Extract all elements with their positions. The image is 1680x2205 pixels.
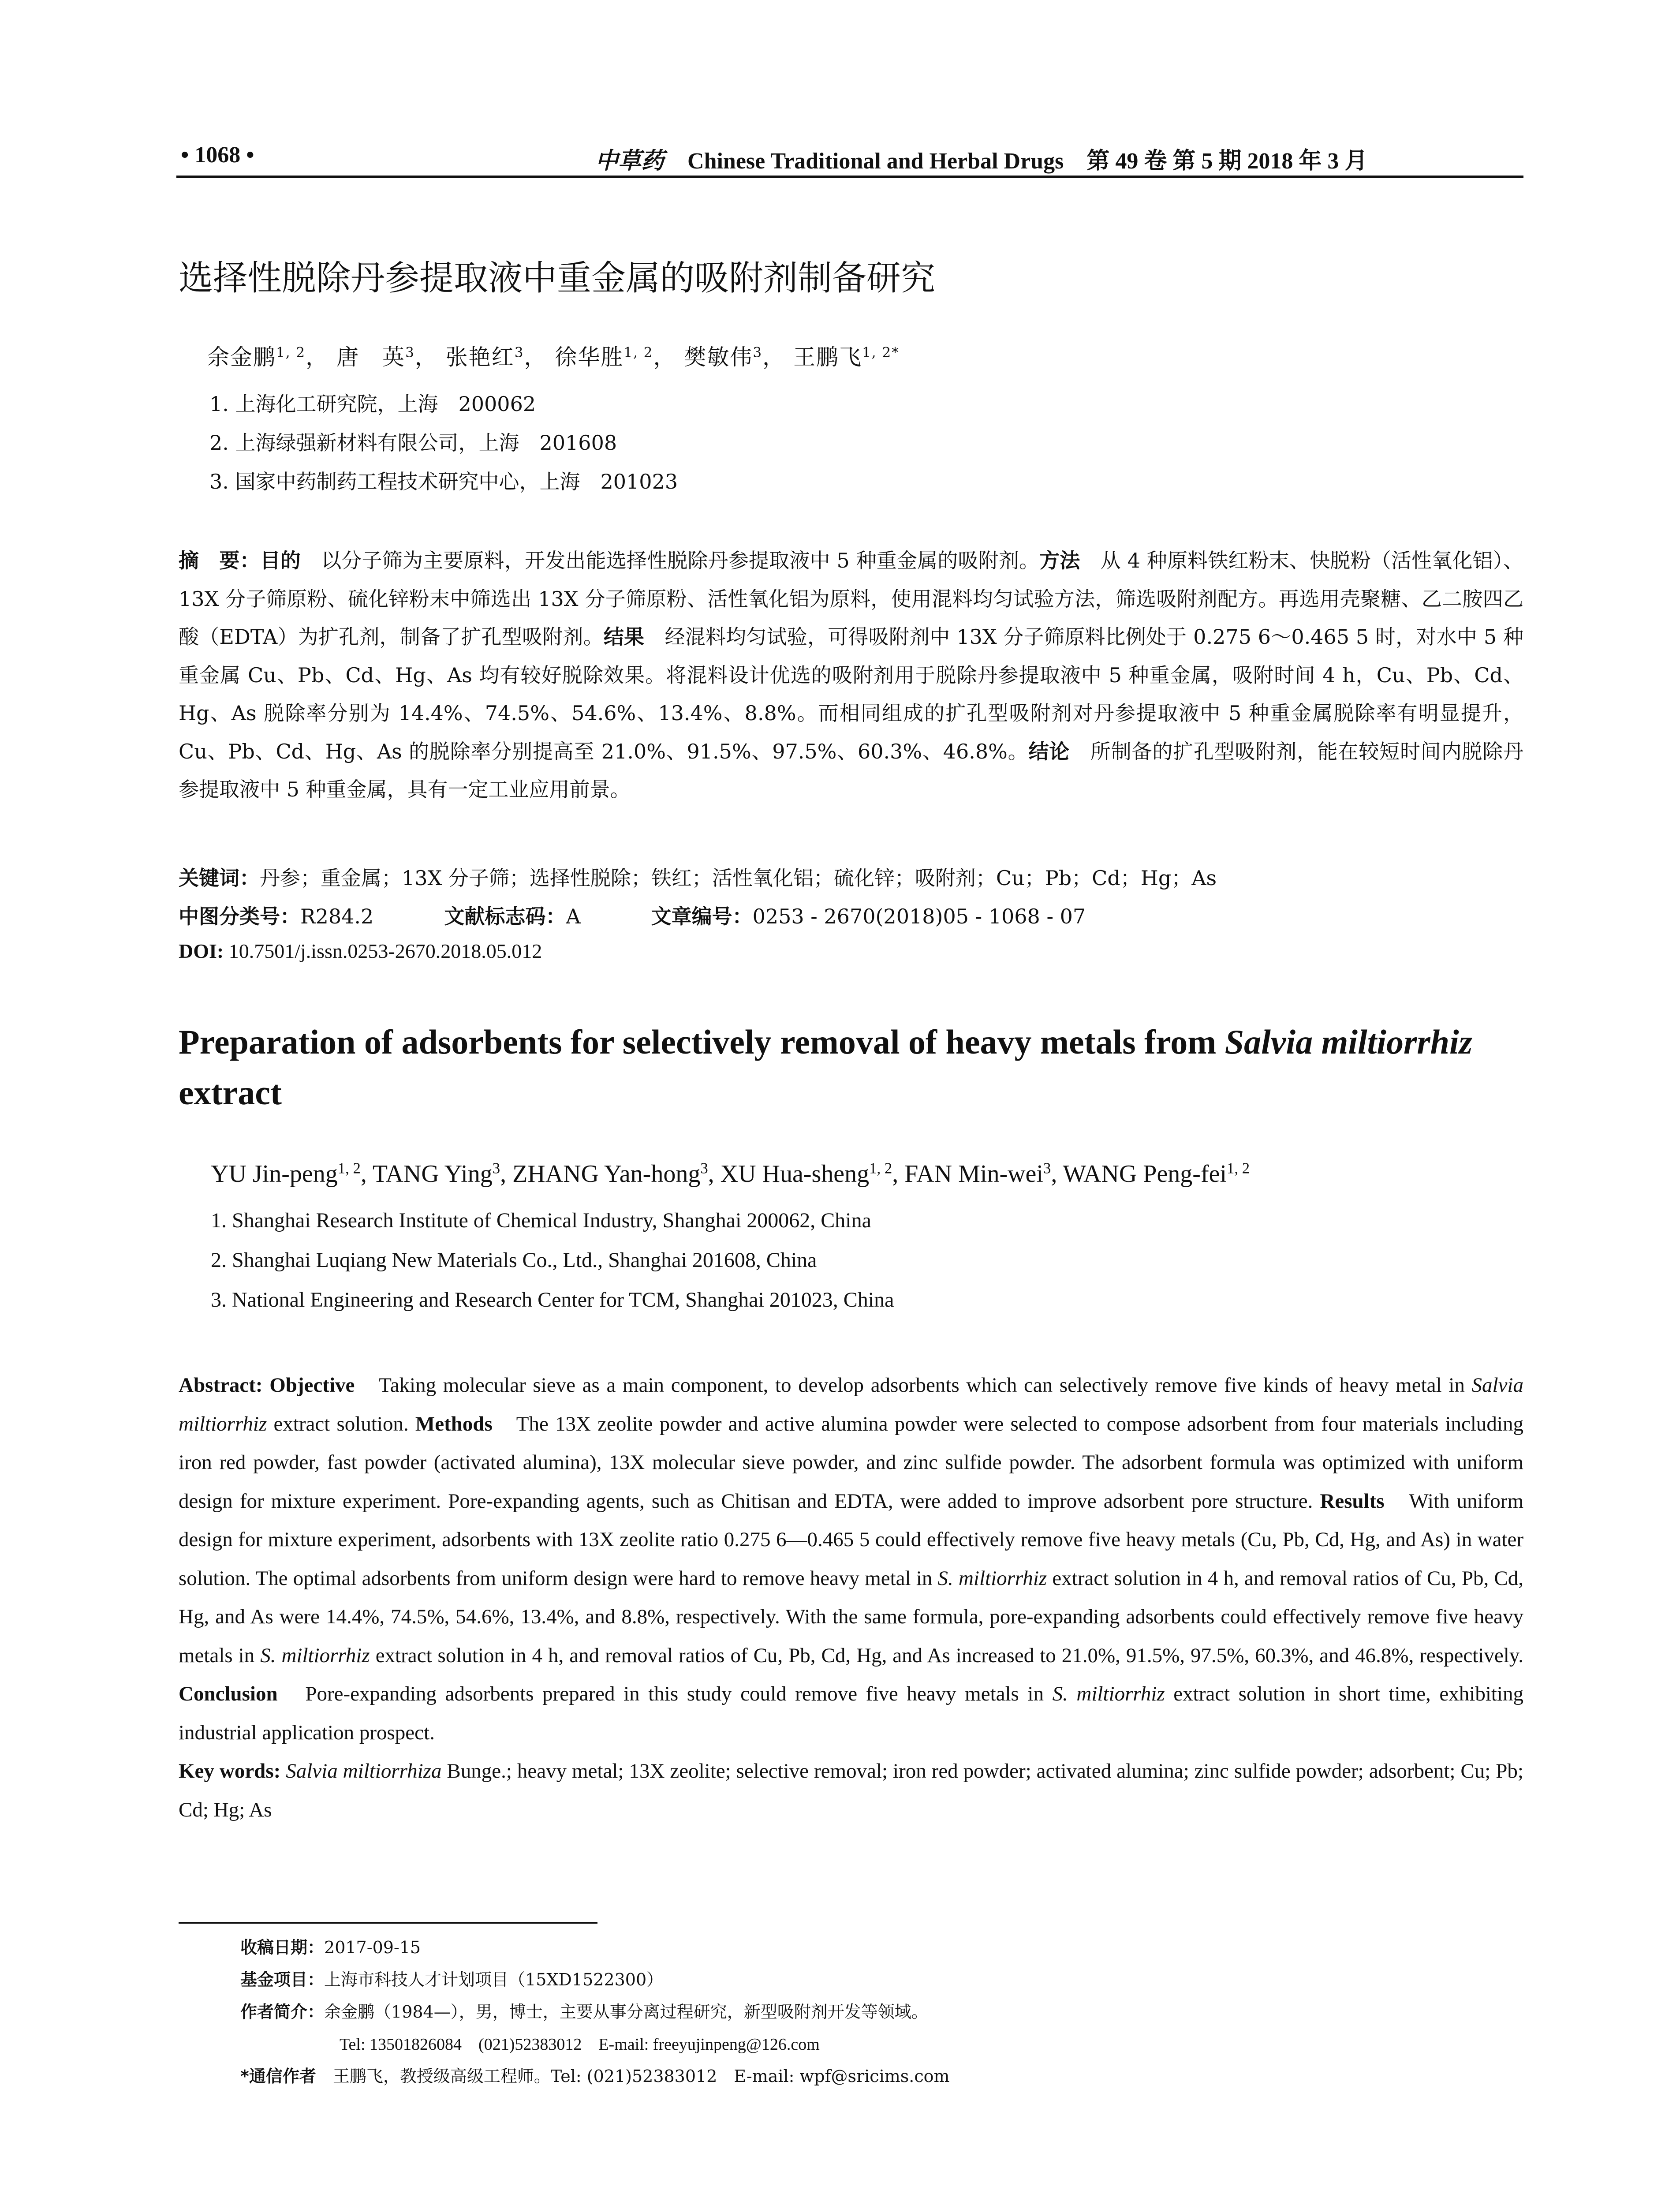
corresponding-text: 王鹏飞，教授级高级工程师。Tel: (021)52383012 E-mail: wpf@sricims.com — [316, 2067, 950, 2086]
en-affiliation-2: 2. Shanghai Luqiang New Materials Co., Ltd., Shanghai 201608, China — [211, 1248, 817, 1272]
en-affiliation-3: 3. National Engineering and Research Center for TCM, Shanghai 201023, China — [211, 1288, 894, 1312]
cn-author-sup: 1, 2 — [623, 344, 653, 361]
en-conclusion-end: extract solution in short time, exhibiting industrial application prospect. — [179, 1682, 1523, 1744]
author-bio: 余金鹏（1984—），男，博士，主要从事分离过程研究，新型吸附剂开发等领域。 — [324, 2002, 928, 2022]
en-objective: Taking molecular sieve as a main component, to develop adsorbents which can selectively remove five kinds of heavy metal in — [355, 1374, 1472, 1397]
en-species-italic: S. miltiorrhiz — [1052, 1682, 1165, 1705]
en-author-sup: 1, 2 — [1227, 1159, 1250, 1177]
en-methods: The 13X zeolite powder and active alumina powder were selected to compose adsorbent from four materials including iron red powder, fast powder (activated alumina), 13X molecular sieve powder, and zinc sulfide powder. The adsorbent formula was optimized with uniform design for mixture experiment. Pore-expanding agents, such as Chitisan and EDTA, were added to improve adsorbent pore structure. — [179, 1412, 1523, 1513]
footnote-rule — [179, 1922, 597, 1924]
en-conclusion: Pore-expanding adsorbents prepared in this study could remove five heavy metals in — [277, 1682, 1053, 1705]
en-author: YU Jin-peng — [211, 1160, 338, 1188]
cn-abstract-label: 摘 要： — [179, 549, 260, 572]
footnote-received — [240, 1934, 421, 1958]
cn-author: 徐华胜 — [555, 344, 624, 370]
footnote-fund — [240, 1966, 663, 1990]
en-results-mid: extract solution in 4 h, and removal ratios of Cu, Pb, Cd, Hg, and As were 14.4%, 74.5%, 54.6%, 13.4%, and 8.8%, respectively. With the same formula, pore-expanding adsorbents could effectively remove five heavy metals in — [179, 1566, 1523, 1667]
en-affiliation-1: 1. Shanghai Research Institute of Chemical Industry, Shanghai 200062, China — [211, 1209, 871, 1232]
clc-label: 中图分类号： — [179, 904, 300, 928]
en-title — [179, 1017, 1528, 1118]
en-conclusion-label: Conclusion — [179, 1682, 278, 1705]
en-species-italic: S. miltiorrhiz — [937, 1566, 1047, 1590]
en-keywords: Bunge.; heavy metal; 13X zeolite; selective removal; iron red powder; activated alumina; zinc sulfide powder; adsorbent; Cu; Pb; Cd; Hg; As — [179, 1760, 1523, 1821]
cn-affiliation-1: 1. 上海化工研究院，上海 200062 — [209, 392, 536, 416]
clc-code: R284.2 — [300, 904, 374, 928]
cn-author-sup: 1, 2 — [276, 344, 306, 361]
en-author: TANG Ying — [372, 1160, 493, 1188]
doi-value: 10.7501/j.issn.0253-2670.2018.05.012 — [224, 940, 542, 962]
fund-text: 上海市科技人才计划项目（15XD1522300） — [324, 1970, 664, 1989]
footnote-author-contact: Tel: 13501826084 (021)52383012 E-mail: freeyujinpeng@126.com — [340, 2035, 820, 2054]
doc-code: A — [566, 904, 581, 928]
en-results-end: extract solution in 4 h, and removal ratios of Cu, Pb, Cd, Hg, and As increased to 21.0%, 91.5%, 97.5%, 60.3%, and 46.8%, respectively. — [370, 1644, 1524, 1667]
en-title-part2: extract — [179, 1073, 282, 1112]
en-title-part1: Preparation of adsorbents for selectively removal of heavy metals from — [179, 1023, 1225, 1061]
en-objective-end: extract solution. — [267, 1412, 415, 1435]
en-species-italic: S. miltiorrhiz — [260, 1644, 370, 1667]
article-no-label: 文章编号： — [651, 904, 753, 928]
cn-conclusion-label: 结论 — [1028, 739, 1070, 763]
cn-keywords: 丹参；重金属；13X 分子筛；选择性脱除；铁红；活性氧化铝；硫化锌；吸附剂；Cu；Pb；Cd；Hg；As — [260, 866, 1217, 890]
cn-keywords-label: 关键词： — [179, 866, 260, 890]
cn-classification-line — [179, 901, 1086, 930]
journal-line — [595, 142, 1367, 175]
en-results: With uniform design for mixture experiment, adsorbents with 13X zeolite ratio 0.275 6—0.465 5 could effectively remove five heavy metals (Cu, Pb, Cd, Hg, and As) in water solution. The optimal adsorbents from uniform design were hard to remove heavy metal in — [179, 1489, 1524, 1590]
cn-author-sup: 3 — [753, 344, 763, 361]
en-author: WANG Peng-fei — [1063, 1160, 1227, 1188]
en-author-sup: 1, 2 — [869, 1159, 892, 1177]
cn-objective: 以分子筛为主要原料，开发出能选择性脱除丹参提取液中 5 种重金属的吸附剂。 — [301, 549, 1040, 572]
en-author: XU Hua-sheng — [720, 1160, 870, 1188]
cn-author-sup: 3 — [514, 344, 524, 361]
en-author: ZHANG Yan-hong — [512, 1160, 701, 1188]
received-label: 收稿日期： — [240, 1938, 325, 1957]
cn-abstract — [179, 542, 1523, 809]
en-author-sup: 3 — [1043, 1159, 1051, 1177]
en-results-label: Results — [1320, 1489, 1385, 1513]
cn-results-label: 结果 — [603, 625, 645, 649]
cn-keywords-line — [179, 862, 1217, 891]
corresponding-label: *通信作者 — [240, 2067, 316, 2086]
en-author-sup: 3 — [700, 1159, 708, 1177]
cn-title: 选择性脱除丹参提取液中重金属的吸附剂制备研究 — [179, 258, 936, 298]
cn-author: 王鹏飞 — [793, 344, 862, 370]
en-keywords-species: Salvia miltiorrhiza — [280, 1760, 442, 1783]
cn-methods: 从 4 种原料铁红粉末、快脱粉（活性氧化铝）、13X 分子筛原粉、硫化锌粉末中筛选出 13X 分子筛原粉、活性氧化铝为原料，使用混料均匀试验方法，筛选吸附剂配方。再选用壳聚糖、乙二胺四乙酸（EDTA）为扩孔剂，制备了扩孔型吸附剂。 — [179, 549, 1524, 649]
cn-affiliation-3: 3. 国家中药制药工程技术研究中心，上海 201023 — [209, 470, 678, 493]
en-title-species: Salvia miltiorrhiz — [1225, 1023, 1473, 1061]
en-keywords-label: Key words: — [179, 1760, 281, 1783]
running-header — [176, 140, 1523, 176]
cn-author: 余金鹏 — [207, 344, 276, 370]
journal-cn-logo: 中草药 — [595, 147, 665, 174]
cn-objective-label: 目的 — [260, 549, 301, 572]
page-number: • 1068 • — [181, 142, 254, 168]
cn-methods-label: 方法 — [1039, 549, 1080, 572]
en-author: FAN Min-wei — [904, 1160, 1043, 1188]
footnote-corresponding — [240, 2063, 950, 2087]
cn-authors: 余金鹏$^{1, 2}$， 唐 英$^3$， 张艳红$^3$， 徐华胜$^{1, 2}$， 樊敏伟$^3$， 王鹏飞$^{1, 2*}$ — [207, 344, 900, 370]
author-label: 作者简介： — [240, 2002, 325, 2022]
en-abstract-label: Abstract: Objective — [179, 1374, 355, 1397]
cn-results: 经混料均匀试验，可得吸附剂中 13X 分子筛原料比例处于 0.275 6～0.465 5 时，对水中 5 种重金属 Cu、Pb、Cd、Hg、As 均有较好脱除效果。将混料设计优选的吸附剂用于脱除丹参提取液中 5 种重金属，吸附时间 4 h，Cu、Pb、Cd、Hg、As 脱除率分别为 14.4%、74.5%、54.6%、13.4%、8.8%。而相同组成的扩孔型吸附剂对丹参提取液中 5 种重金属脱除率有明显提升，Cu、Pb、Cd、Hg、As 的脱除率分别提高至 21.0%、91.5%、97.5%、60.3%、46.8%。 — [179, 625, 1524, 763]
fund-label: 基金项目： — [240, 1970, 325, 1989]
en-authors: YU Jin-peng$^{1, 2}$, TANG Ying$^3$, ZHANG Yan-hong$^3$, XU Hua-sheng$^{1, 2}$, FAN Min-wei$^3$, WANG Peng-fei$^{1, 2}$ — [211, 1159, 1250, 1188]
cn-author-sup: 1, 2* — [862, 344, 900, 361]
cn-affiliation-2: 2. 上海绿强新材料有限公司，上海 201608 — [209, 431, 617, 455]
received-date: 2017-09-15 — [324, 1938, 421, 1957]
journal-name: Chinese Traditional and Herbal Drugs 第 49 卷 第 5 期 2018 年 3 月 — [687, 149, 1368, 174]
article-no: 0253 - 2670(2018)05 - 1068 - 07 — [752, 904, 1086, 928]
en-species-italic: Salvia miltiorrhiz — [179, 1374, 1523, 1435]
footnote-author — [240, 1998, 928, 2022]
doi-label: DOI: — [179, 940, 224, 962]
cn-author-sup: 3 — [405, 344, 415, 361]
cn-author: 唐 英 — [336, 344, 406, 370]
cn-conclusion: 所制备的扩孔型吸附剂，能在较短时间内脱除丹参提取液中 5 种重金属，具有一定工业应用前景。 — [179, 739, 1523, 801]
en-author-sup: 3 — [492, 1159, 500, 1177]
doc-code-label: 文献标志码： — [444, 904, 566, 928]
header-rule — [176, 176, 1523, 178]
doi-line — [179, 939, 542, 963]
cn-author: 樊敏伟 — [684, 344, 753, 370]
en-methods-label: Methods — [415, 1412, 493, 1435]
cn-author: 张艳红 — [445, 344, 515, 370]
en-author-sup: 1, 2 — [337, 1159, 361, 1177]
en-abstract — [179, 1366, 1523, 1829]
